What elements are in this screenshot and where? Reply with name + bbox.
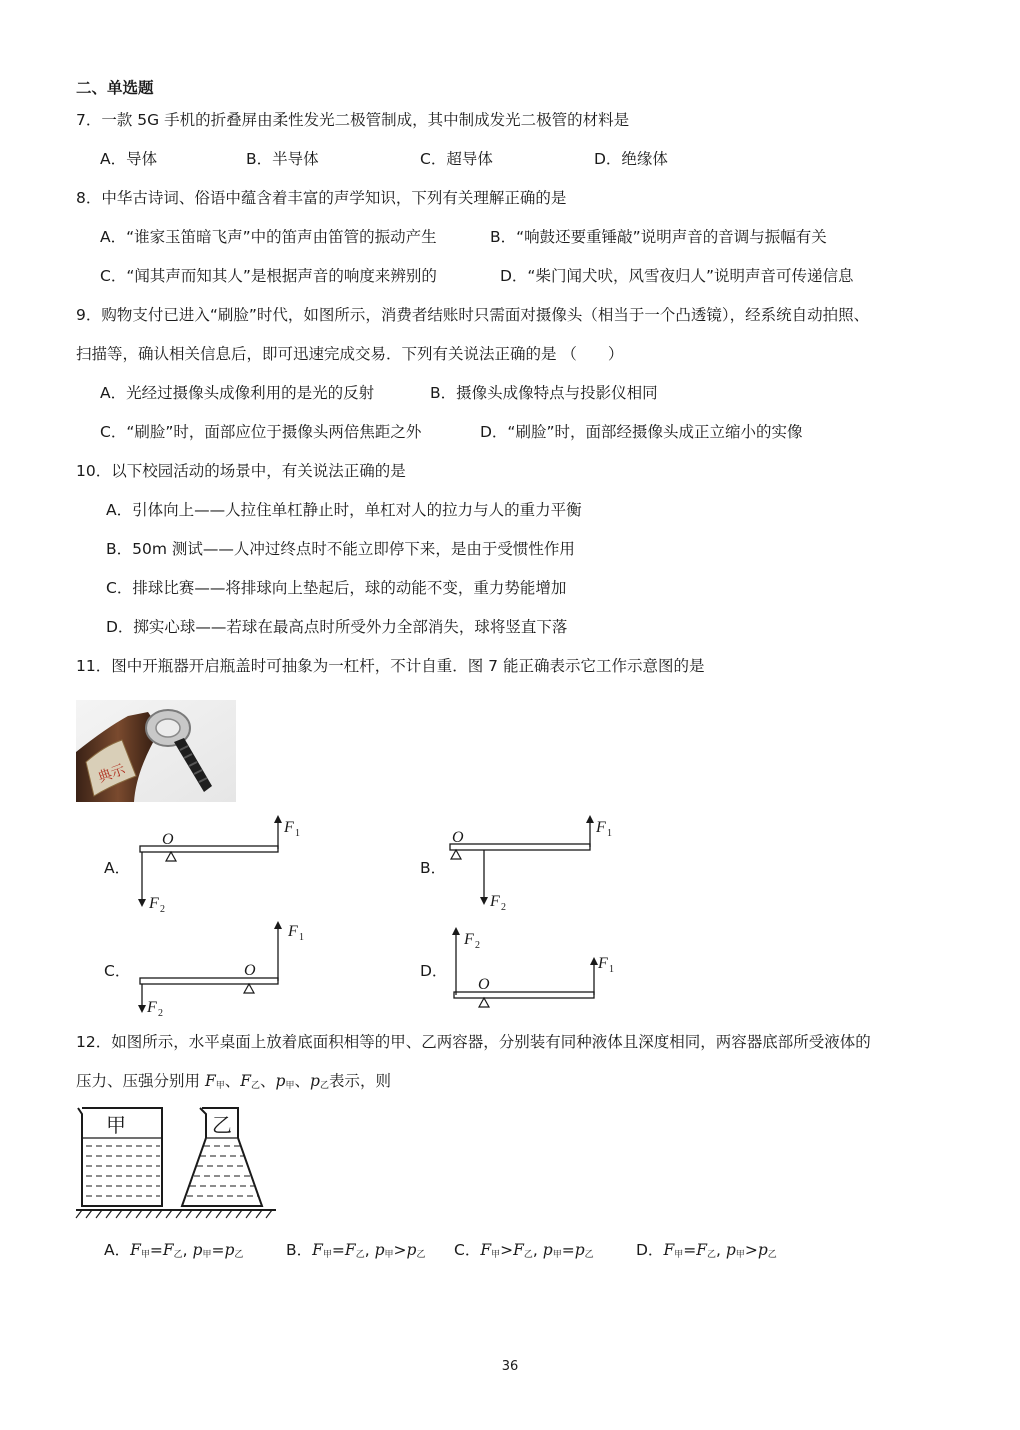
force1-sub-d: 1 <box>609 964 614 975</box>
bottle-opener-photo <box>76 700 236 802</box>
var-p: p <box>574 1241 585 1259</box>
q8-stem: 8．中华古诗词、俗语中蕴含着丰富的声学知识，下列有关理解正确的是 <box>76 189 567 207</box>
force2-label-b: F <box>490 893 500 910</box>
lever-diagram-a[interactable] <box>130 814 300 914</box>
var-f: F <box>696 1241 707 1259</box>
q7-option-d[interactable]: D．绝缘体 <box>594 150 668 168</box>
relation: = <box>683 1241 697 1259</box>
container-yi-label: 乙 <box>212 1113 232 1137</box>
sub-jia: 甲 <box>202 1250 212 1260</box>
sub-jia: 甲 <box>384 1250 394 1260</box>
var-f: F <box>312 1241 323 1259</box>
q8-option-c[interactable]: C．“闻其声而知其人”是根据声音的响度来辨别的 <box>100 267 437 285</box>
sub-yi: 乙 <box>251 1081 261 1091</box>
var-f: F <box>344 1241 356 1259</box>
sub-yi: 乙 <box>584 1250 594 1260</box>
var-p: p <box>224 1241 235 1259</box>
option-letter: B． <box>286 1241 313 1259</box>
relation: = <box>561 1241 575 1259</box>
q7-option-c[interactable]: C．超导体 <box>420 150 493 168</box>
sub-yi: 乙 <box>355 1250 365 1260</box>
q7-option-b[interactable]: B．半导体 <box>246 150 319 168</box>
sub-yi: 乙 <box>319 1081 329 1091</box>
q10-option-b[interactable]: B．50m 测试——人冲过终点时不能立即停下来，是由于受惯性作用 <box>106 540 575 558</box>
force1-label-d: F <box>598 955 608 972</box>
q11-stem: 11．图中开瓶器开启瓶盖时可抽象为一杠杆，不计自重．图 7 能正确表示它工作示意图的是 <box>76 657 705 675</box>
sub-yi: 乙 <box>416 1250 426 1260</box>
sub-jia: 甲 <box>215 1081 225 1091</box>
q12-stem-line1: 12．如图所示，水平桌面上放着底面积相等的甲、乙两容器，分别装有同种液体且深度相同，两容器底部所受液体的 <box>76 1033 871 1051</box>
q12-option-c[interactable]: C．$F_甲>F_乙$, $p_甲=p_乙$ <box>454 1241 594 1260</box>
var-p: p <box>374 1241 385 1259</box>
q7-option-a[interactable]: A．导体 <box>100 150 158 168</box>
q11-option-a-letter[interactable]: A． <box>104 859 131 877</box>
q10-option-d[interactable]: D．掷实心球——若球在最高点时所受外力全部消失，球将竖直下落 <box>106 618 568 636</box>
q10-option-a[interactable]: A．引体向上——人拉住单杠静止时，单杠对人的拉力与人的重力平衡 <box>106 501 582 519</box>
var-f: F <box>130 1241 141 1259</box>
q9-stem-line2: 扫描等，确认相关信息后，即可迅速完成交易．下列有关说法正确的是 （ ） <box>76 345 624 363</box>
sub-yi: 乙 <box>234 1250 244 1260</box>
relation: = <box>211 1241 225 1259</box>
pivot-label-a: O <box>162 831 174 848</box>
force2-sub-b: 2 <box>501 902 506 913</box>
q11-option-c-letter[interactable]: C． <box>104 962 131 980</box>
relation: = <box>149 1241 163 1259</box>
var-f: F <box>240 1072 252 1090</box>
var-p: p <box>275 1072 286 1090</box>
sub-yi: 乙 <box>767 1250 777 1260</box>
section-heading: 二、单选题 <box>76 79 154 97</box>
var-f: F <box>162 1241 174 1259</box>
force1-sub-b: 1 <box>607 828 612 839</box>
q11-option-b-letter[interactable]: B． <box>420 859 447 877</box>
q8-option-b[interactable]: B．“响鼓还要重锤敲”说明声音的音调与振幅有关 <box>490 228 827 246</box>
q12-stem-line2 <box>76 1071 391 1096</box>
sub-jia: 甲 <box>552 1250 562 1260</box>
containers-figure <box>74 1104 280 1224</box>
relation: = <box>331 1241 345 1259</box>
relation: > <box>744 1241 758 1259</box>
q8-option-a[interactable]: A．“谁家玉笛暗飞声”中的笛声由笛管的振动产生 <box>100 228 437 246</box>
force2-label-c: F <box>147 999 157 1016</box>
page-number: 36 <box>501 1359 519 1374</box>
force2-label-d: F <box>464 931 474 948</box>
sub-yi: 乙 <box>173 1250 183 1260</box>
q9-stem-line1: 9．购物支付已进入“刷脸”时代，如图所示，消费者结账时只需面对摄像头（相当于一个凸透镜），经系统自动拍照、 <box>76 306 870 324</box>
force1-label-a: F <box>284 819 294 836</box>
sep: 、 <box>260 1072 276 1090</box>
sub-jia: 甲 <box>491 1250 501 1260</box>
relation: > <box>500 1241 514 1259</box>
q9-option-c[interactable]: C．“刷脸”时，面部应位于摄像头两倍焦距之外 <box>100 423 422 441</box>
pivot-label-d: O <box>478 976 490 993</box>
force1-sub-a: 1 <box>295 828 300 839</box>
option-letter: C． <box>454 1241 481 1259</box>
force2-sub-a: 2 <box>160 904 165 915</box>
q12-stem-suffix: 表示，则 <box>328 1072 391 1090</box>
q9-option-b[interactable]: B．摄像头成像特点与投影仪相同 <box>430 384 658 402</box>
q9-option-a[interactable]: A．光经过摄像头成像利用的是光的反射 <box>100 384 375 402</box>
force2-sub-c: 2 <box>158 1008 163 1019</box>
option-letter: D． <box>636 1241 664 1259</box>
q10-stem: 10．以下校园活动的场景中，有关说法正确的是 <box>76 462 406 480</box>
q7-stem: 7．一款 5G 手机的折叠屏由柔性发光二极管制成，其中制成发光二极管的材料是 <box>76 111 630 129</box>
force1-label-b: F <box>596 819 606 836</box>
var-f: F <box>513 1241 524 1259</box>
sub-jia: 甲 <box>285 1081 295 1091</box>
var-f: F <box>663 1241 675 1259</box>
q12-option-b[interactable]: B．$F_甲=F_乙$, $p_甲>p_乙$ <box>286 1241 426 1260</box>
lever-diagram-d[interactable] <box>446 922 636 1018</box>
sep: 、 <box>224 1072 241 1090</box>
sep: 、 <box>294 1072 311 1090</box>
option-letter: A． <box>104 1241 131 1259</box>
q12-stem-prefix: 压力、压强分别用 <box>76 1072 201 1090</box>
sub-yi: 乙 <box>706 1250 716 1260</box>
q8-option-d[interactable]: D．“柴门闻犬吠，风雪夜归人”说明声音可传递信息 <box>500 267 854 285</box>
var-p: p <box>406 1241 417 1259</box>
force2-sub-d: 2 <box>475 940 480 951</box>
var-f: F <box>480 1241 492 1259</box>
q11-option-d-letter[interactable]: D． <box>420 962 448 980</box>
var-p: p <box>542 1241 553 1259</box>
var-f: F <box>204 1072 216 1090</box>
photo-label-text: 典示 <box>95 761 128 787</box>
var-p: p <box>192 1241 203 1259</box>
sub-yi: 乙 <box>523 1250 533 1260</box>
pivot-label-b: O <box>452 829 464 846</box>
lever-diagram-c[interactable] <box>130 920 320 1020</box>
var-p: p <box>725 1241 736 1259</box>
force1-sub-c: 1 <box>299 932 304 943</box>
sub-jia: 甲 <box>322 1250 332 1260</box>
q10-option-c[interactable]: C．排球比赛——将排球向上垫起后，球的动能不变，重力势能增加 <box>106 579 567 597</box>
relation: > <box>393 1241 407 1259</box>
q12-option-a[interactable]: A．$F_甲=F_乙$, $p_甲=p_乙$ <box>104 1241 244 1260</box>
container-jia-label: 甲 <box>106 1113 126 1137</box>
sub-jia: 甲 <box>140 1250 150 1260</box>
force2-label-a: F <box>149 895 159 912</box>
force1-label-c: F <box>288 923 298 940</box>
sub-jia: 甲 <box>735 1250 745 1260</box>
q9-option-d[interactable]: D．“刷脸”时，面部经摄像头成正立缩小的实像 <box>480 423 803 441</box>
sub-jia: 甲 <box>674 1250 684 1260</box>
pivot-label-c: O <box>244 962 256 979</box>
lever-diagram-b[interactable] <box>442 814 622 914</box>
q12-option-d[interactable]: D．$F_甲=F_乙$, $p_甲>p_乙$ <box>636 1241 777 1260</box>
var-p: p <box>757 1241 768 1259</box>
var-p: p <box>310 1072 320 1090</box>
